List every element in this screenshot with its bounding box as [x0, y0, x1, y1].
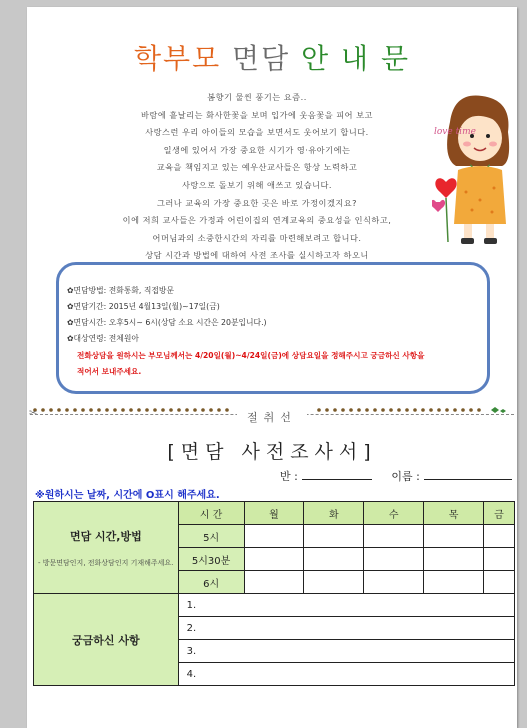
slot-cell[interactable]: [244, 548, 304, 571]
page-title: [27, 37, 517, 77]
slot-cell[interactable]: [364, 548, 424, 571]
day-header-thu: 목: [424, 502, 484, 525]
slot-cell[interactable]: [244, 571, 304, 594]
slot-cell[interactable]: [484, 548, 515, 571]
time-slot: 6시: [178, 571, 244, 594]
slot-cell[interactable]: [364, 571, 424, 594]
intro-line: 봄향기 물씬 풍기는 요즘..: [207, 92, 307, 102]
questions-label: 궁금하신 사항: [72, 633, 140, 647]
intro-text: [67, 89, 447, 283]
time-method-hint: - 방문면담인지, 전화상담인지 기재해주세요.: [38, 558, 174, 567]
survey-title: [면담 사전조사서]: [167, 441, 377, 463]
time-slot: 5시: [178, 525, 244, 548]
class-field[interactable]: [302, 479, 372, 480]
girl-text: love time: [434, 127, 476, 137]
intro-line: 이에 저희 교사들은 가정과 어린이집의 연계교육의 중요성을 인식하고,: [122, 215, 392, 226]
day-header-mon: 월: [244, 502, 304, 525]
day-header-wed: 수: [364, 502, 424, 525]
question-line[interactable]: 3.: [178, 640, 514, 663]
intro-line: 사랑으로 돌보기 위해 애쓰고 있습니다.: [181, 179, 333, 190]
time-method-label: 면담 시간,방법: [69, 529, 142, 543]
slot-cell[interactable]: [244, 525, 304, 548]
intro-line: 사랑스런 우리 아이들의 모습을 보면서도 웃어보기 합니다.: [145, 127, 369, 138]
scissors-icon: ✂: [29, 408, 38, 419]
name-field[interactable]: [424, 479, 512, 480]
intro-line: 어머님과의 소중한시간의 자리를 마련해보려고 합니다.: [152, 232, 362, 243]
intro-line: 교육을 책임지고 있는 예우산교사들은 항상 노력하고: [156, 162, 358, 173]
title-part1: 학부모: [133, 42, 222, 75]
info-box: [56, 262, 490, 394]
name-label: 이름 :: [391, 470, 420, 483]
class-label: 반 :: [280, 470, 298, 483]
info-age: ✿대상연령: 전체원아: [67, 334, 139, 343]
document-page: [27, 7, 517, 728]
survey-table: [33, 501, 515, 686]
title-part3: 안 내 문: [301, 42, 411, 75]
slot-cell[interactable]: [304, 548, 364, 571]
day-header-tue: 화: [304, 502, 364, 525]
question-line[interactable]: 2.: [178, 617, 514, 640]
time-header: 시 간: [178, 502, 244, 525]
slot-cell[interactable]: [484, 571, 515, 594]
slot-cell[interactable]: [424, 525, 484, 548]
slot-cell[interactable]: [304, 525, 364, 548]
info-time: ✿면담시간: 오후5시~ 6시(상담 소요 시간은 20분입니다.): [67, 318, 267, 327]
cut-label: 절취선: [237, 409, 307, 425]
questions-label-cell: [34, 594, 179, 686]
time-slot: 5시30분: [178, 548, 244, 571]
slot-cell[interactable]: [424, 548, 484, 571]
day-header-fri: 금: [484, 502, 515, 525]
time-method-label-cell: [34, 502, 179, 594]
info-period: ✿면담기간: 2015년 4월13일(월)~17일(금): [67, 302, 220, 311]
intro-line: 그러나 교육의 가장 중요한 곳은 바로 가정이겠지요?: [156, 197, 358, 208]
intro-line: 바람에 흩날리는 화사한꽃을 보며 입가에 웃음꽃을 피어 보고: [141, 109, 373, 120]
info-method: ✿면담방법: 전화통화, 직접방문: [67, 286, 174, 295]
title-part2: 면담: [232, 42, 291, 75]
intro-line: 일생에 있어서 가장 중요한 시기가 영·유아기에는: [163, 144, 351, 155]
survey-notice: ※원하시는 날짜, 시간에 O표시 해주세요.: [35, 490, 220, 501]
slot-cell[interactable]: [304, 571, 364, 594]
name-fields: [280, 468, 512, 484]
slot-cell[interactable]: [364, 525, 424, 548]
question-line[interactable]: 4.: [178, 663, 514, 686]
intro-line: 상담 시간과 방법에 대하여 사전 조사를 실시하고자 하오니: [145, 250, 369, 261]
phone-notice: 전화상담을 원하시는 부모님께서는 4/20일(월)~4/24일(금)에 상담요일을 정해주시고 궁금하신 사항을 적어서 보내주세요.: [77, 351, 425, 376]
slot-cell[interactable]: [424, 571, 484, 594]
question-line[interactable]: 1.: [178, 594, 514, 617]
slot-cell[interactable]: [484, 525, 515, 548]
girl-illustration: [432, 92, 516, 252]
